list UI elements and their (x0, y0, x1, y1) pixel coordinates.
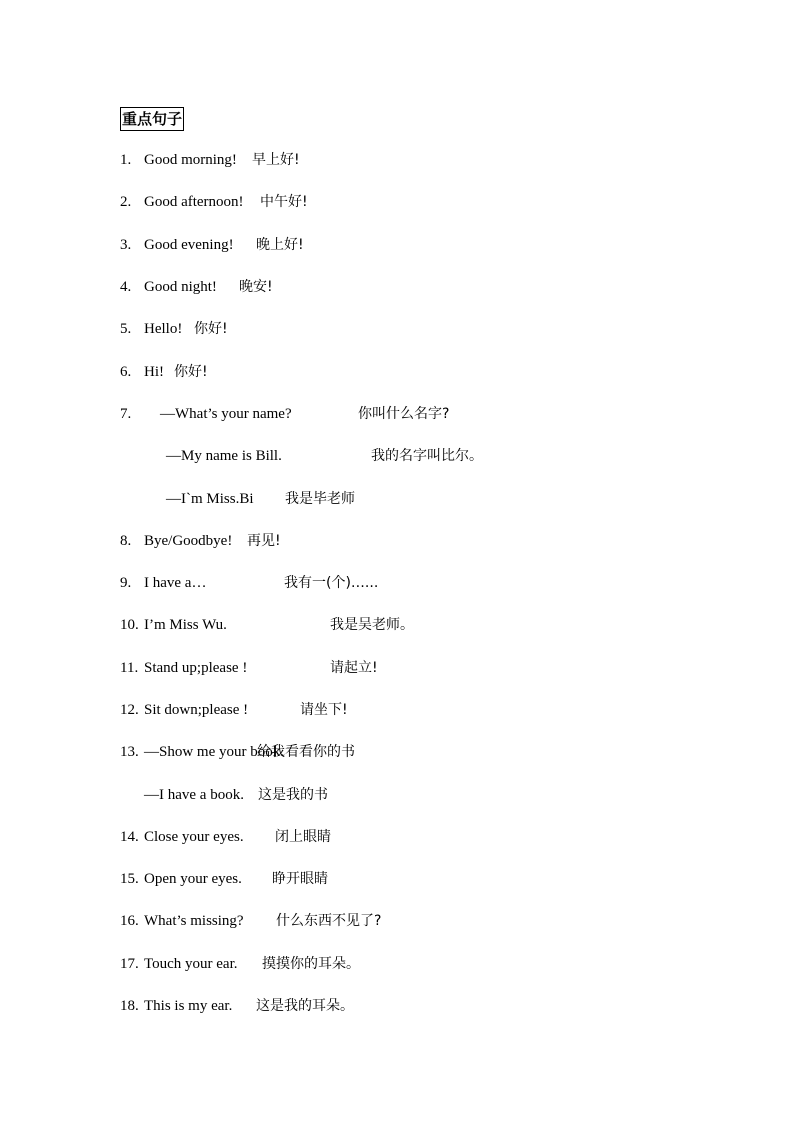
chinese-text: 摸摸你的耳朵。 (262, 956, 360, 972)
chinese-text: 再见! (247, 533, 281, 549)
english-text: Hello! (144, 321, 183, 337)
english-text: Good night! (144, 279, 217, 295)
item-number: 16. (120, 913, 139, 929)
english-text: Close your eyes. (144, 829, 244, 845)
sentence-line (120, 191, 720, 213)
chinese-text: 中午好! (260, 194, 308, 210)
english-text: Good morning! (144, 152, 237, 168)
chinese-text: 我有一(个)…... (284, 575, 379, 591)
item-number: 15. (120, 871, 139, 887)
sentence-line (120, 361, 720, 383)
item-number: 2. (120, 194, 132, 210)
item-number: 4. (120, 279, 132, 295)
sentence-line (120, 276, 720, 298)
chinese-text: 晚安! (239, 279, 273, 295)
item-number: 8. (120, 533, 132, 549)
sentence-line (120, 910, 720, 932)
item-number: 13. (120, 744, 139, 760)
english-text: Good afternoon! (144, 194, 244, 210)
sentence-line (120, 445, 720, 467)
chinese-text: 请坐下! (300, 702, 348, 718)
sentence-line (120, 995, 720, 1017)
sentence-line (120, 572, 720, 594)
english-text: —I have a book. (144, 787, 244, 803)
chinese-text: 你好! (194, 321, 228, 337)
sentence-line (120, 403, 720, 425)
english-text: I have a… (144, 575, 207, 591)
sentence-line (120, 530, 720, 552)
item-number: 14. (120, 829, 139, 845)
item-number: 18. (120, 998, 139, 1014)
item-number: 6. (120, 364, 132, 380)
chinese-text: 你好! (174, 364, 208, 380)
sentence-line (120, 234, 720, 256)
sentence-line (120, 488, 720, 510)
english-text: —I`m Miss.Bi (166, 491, 254, 507)
sentence-line (120, 868, 720, 890)
english-text: Touch your ear. (144, 956, 238, 972)
english-text: Good evening! (144, 237, 234, 253)
sentence-line (120, 699, 720, 721)
sentence-line (120, 657, 720, 679)
chinese-text: 什么东西不见了? (276, 913, 382, 929)
item-number: 12. (120, 702, 139, 718)
chinese-text: 我是吴老师。 (330, 617, 414, 633)
chinese-text: 我是毕老师 (285, 491, 355, 507)
english-text: I’m Miss Wu. (144, 617, 227, 633)
chinese-text: 晚上好! (256, 237, 304, 253)
english-text: This is my ear. (144, 998, 233, 1014)
chinese-text: 这是我的书 (258, 787, 328, 803)
english-text: Bye/Goodbye! (144, 533, 233, 549)
sentence-line (120, 826, 720, 848)
sentence-line (120, 318, 720, 340)
chinese-text: 我的名字叫比尔。 (371, 448, 483, 464)
english-text: Open your eyes. (144, 871, 242, 887)
item-number: 10. (120, 617, 139, 633)
chinese-text: 睁开眼睛 (272, 871, 328, 887)
sentence-line (120, 149, 720, 171)
chinese-text: 这是我的耳朵。 (256, 998, 354, 1014)
english-text: Sit down;please ! (144, 702, 249, 718)
chinese-text: 你叫什么名字? (358, 406, 450, 422)
english-text: —What’s your name? (160, 406, 292, 422)
english-text: Hi! (144, 364, 164, 380)
english-text: —Show me your book. (144, 744, 284, 760)
chinese-text: 请起立! (330, 660, 378, 676)
chinese-text: 闭上眼睛 (275, 829, 331, 845)
item-number: 1. (120, 152, 132, 168)
item-number: 3. (120, 237, 132, 253)
item-number: 17. (120, 956, 139, 972)
item-number: 11. (120, 660, 139, 676)
item-number: 5. (120, 321, 132, 337)
english-text: What’s missing? (144, 913, 244, 929)
section-title: 重点句子 (120, 107, 184, 131)
sentence-line (120, 784, 720, 806)
chinese-text: 给我看看你的书 (257, 744, 355, 760)
item-number: 9. (120, 575, 132, 591)
chinese-text: 早上好! (252, 152, 300, 168)
item-number: 7. (120, 406, 132, 422)
english-text: Stand up;please ! (144, 660, 248, 676)
english-text: —My name is Bill. (166, 448, 282, 464)
sentence-line (120, 953, 720, 975)
sentence-line (120, 614, 720, 636)
sentence-line (120, 741, 720, 763)
